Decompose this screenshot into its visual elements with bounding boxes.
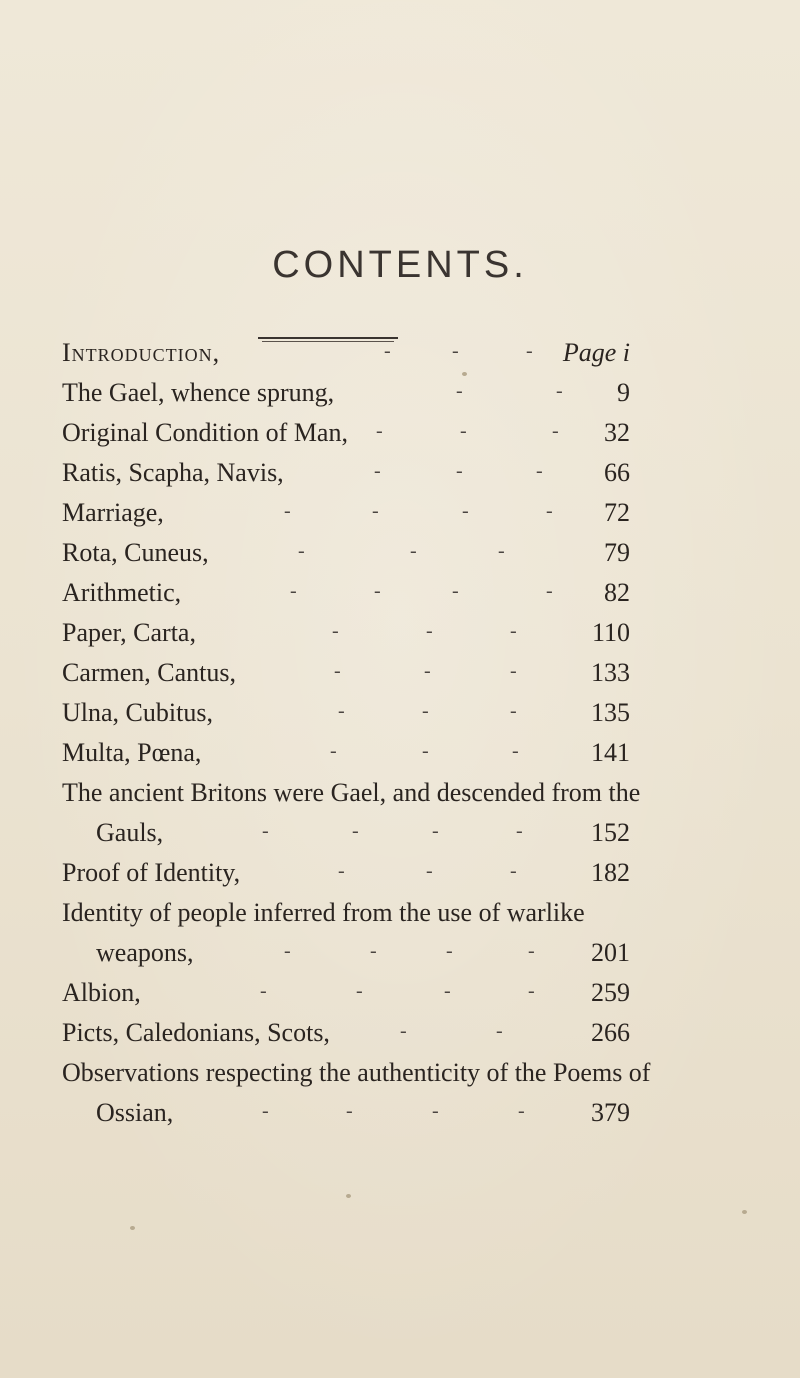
leader-dash: -	[334, 660, 341, 682]
entry-label: Albion,	[62, 978, 141, 1007]
entry-label-continuation: weapons,	[96, 938, 194, 967]
leader-dash: -	[426, 620, 433, 642]
entry-page: 32	[604, 418, 630, 447]
entry-label: Arithmetic,	[62, 578, 182, 607]
entry-page: 135	[591, 698, 630, 727]
leader-dash: -	[498, 540, 505, 562]
page-title: CONTENTS.	[272, 244, 528, 286]
leader-dash: -	[422, 740, 429, 762]
entry-page: 379	[591, 1098, 630, 1127]
leader-dash: -	[338, 860, 345, 882]
leader-dash: -	[516, 820, 523, 842]
leader-dash: -	[510, 860, 517, 882]
leader-dash: -	[456, 380, 463, 402]
leader-dash: -	[384, 340, 391, 362]
paper-speck	[130, 1226, 135, 1230]
leader-dash: -	[526, 340, 533, 362]
entry-label: Original Condition of Man,	[62, 418, 348, 447]
entry-page: 9	[617, 378, 630, 407]
leader-dash: -	[290, 580, 297, 602]
leader-dash: -	[446, 940, 453, 962]
entry-label: Ratis, Scapha, Navis,	[62, 458, 284, 487]
leader-dash: -	[460, 420, 467, 442]
leader-dash: -	[528, 940, 535, 962]
leader-dash: -	[552, 420, 559, 442]
entry-label: Multa, Pœna,	[62, 738, 202, 767]
leader-dash: -	[338, 700, 345, 722]
leader-dash: -	[510, 620, 517, 642]
entry-label: Proof of Identity,	[62, 858, 241, 887]
leader-dash: -	[372, 500, 379, 522]
leader-dash: -	[422, 700, 429, 722]
leader-dash: -	[330, 740, 337, 762]
leader-dash: -	[556, 380, 563, 402]
leader-dash: -	[284, 500, 291, 522]
leader-dash: -	[512, 740, 519, 762]
leader-dash: -	[374, 460, 381, 482]
leader-dash: -	[284, 940, 291, 962]
leader-dash: -	[400, 1020, 407, 1042]
entry-label: Rota, Cuneus,	[62, 538, 209, 567]
paper-speck	[742, 1210, 747, 1214]
entry-label-continuation: Ossian,	[96, 1098, 174, 1127]
entry-label: The Gael, whence sprung,	[62, 378, 335, 407]
entry-page: 110	[591, 618, 630, 647]
entry-label: Ulna, Cubitus,	[62, 698, 213, 727]
leader-dash: -	[346, 1100, 353, 1122]
entry-page: 152	[591, 818, 630, 847]
entry-label: Paper, Carta,	[62, 618, 196, 647]
leader-dash: -	[424, 660, 431, 682]
leader-dash: -	[262, 1100, 269, 1122]
leader-dash: -	[432, 1100, 439, 1122]
entry-page: 79	[604, 538, 630, 567]
entry-page: 82	[604, 578, 630, 607]
leader-dash: -	[496, 1020, 503, 1042]
leader-dash: -	[356, 980, 363, 1002]
leader-dash: -	[452, 340, 459, 362]
leader-dash: -	[462, 500, 469, 522]
entry-page: 141	[591, 738, 630, 767]
leader-dash: -	[546, 580, 553, 602]
entry-label: Observations respecting the authenticity of the Poems of	[62, 1058, 651, 1087]
entry-page: 72	[604, 498, 630, 527]
leader-dash: -	[518, 1100, 525, 1122]
entry-label: Identity of people inferred from the use of warlike	[62, 898, 585, 927]
leader-dash: -	[510, 700, 517, 722]
entry-label: The ancient Britons were Gael, and descended from the	[62, 778, 641, 807]
leader-dash: -	[298, 540, 305, 562]
leader-dash: -	[528, 980, 535, 1002]
paper-speck	[462, 372, 467, 376]
entry-label: Introduction,	[62, 338, 221, 367]
leader-dash: -	[456, 460, 463, 482]
entry-page: 266	[591, 1018, 630, 1047]
entry-page: Page i	[562, 338, 630, 367]
leader-dash: -	[374, 580, 381, 602]
leader-dash: -	[546, 500, 553, 522]
entry-label-continuation: Gauls,	[96, 818, 164, 847]
entry-label: Carmen, Cantus,	[62, 658, 237, 687]
entry-label: Picts, Caledonians, Scots,	[62, 1018, 330, 1047]
entry-label: Marriage,	[62, 498, 164, 527]
leader-dash: -	[536, 460, 543, 482]
entry-page: 133	[591, 658, 630, 687]
leader-dash: -	[426, 860, 433, 882]
entry-page: 66	[604, 458, 630, 487]
entry-page: 259	[591, 978, 630, 1007]
entry-page: 201	[591, 938, 630, 967]
leader-dash: -	[376, 420, 383, 442]
leader-dash: -	[452, 580, 459, 602]
leader-dash: -	[262, 820, 269, 842]
leader-dash: -	[332, 620, 339, 642]
leader-dash: -	[370, 940, 377, 962]
entry-page: 182	[591, 858, 630, 887]
paper-speck	[346, 1194, 351, 1198]
leader-dash: -	[410, 540, 417, 562]
leader-dash: -	[510, 660, 517, 682]
leader-dash: -	[432, 820, 439, 842]
leader-dash: -	[260, 980, 267, 1002]
leader-dash: -	[352, 820, 359, 842]
leader-dash: -	[444, 980, 451, 1002]
